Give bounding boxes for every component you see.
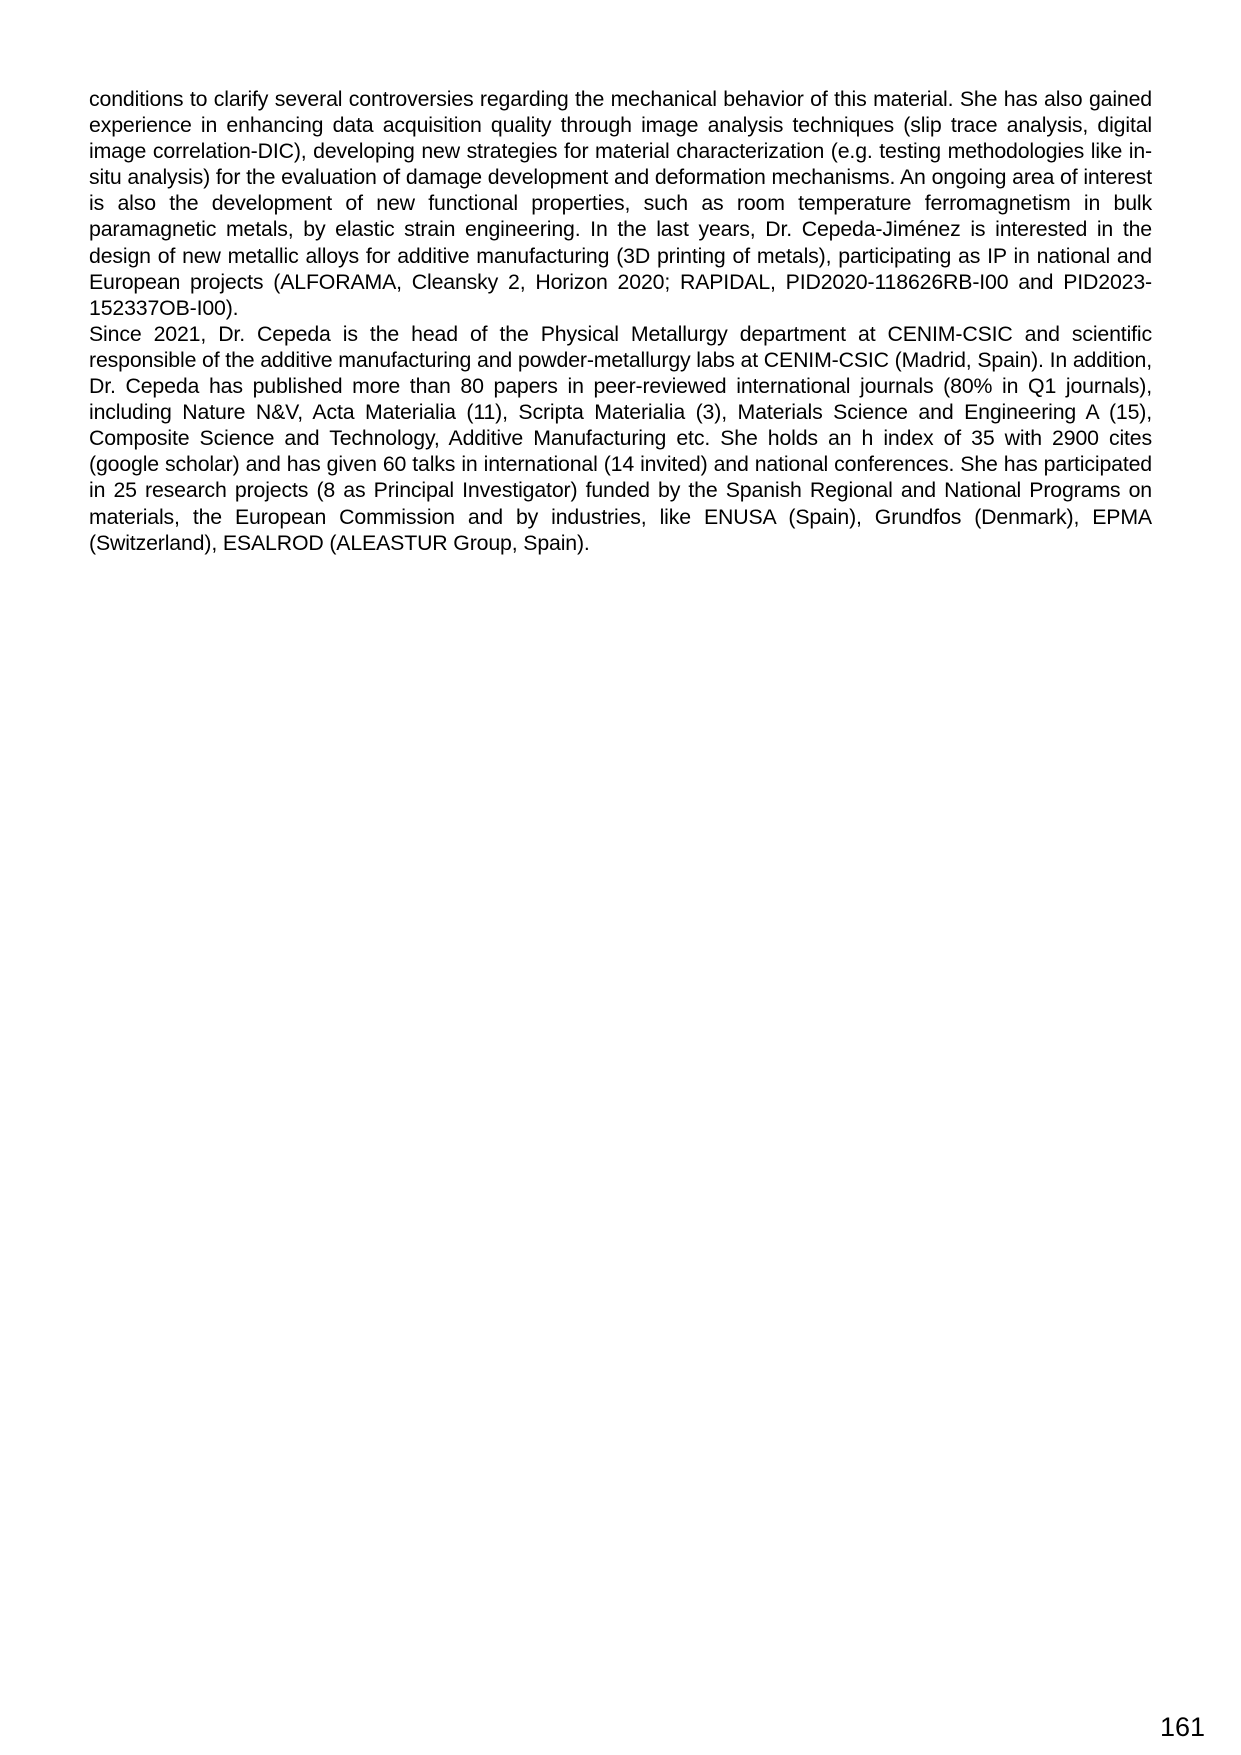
paragraph-research-interests: conditions to clarify several controversies regarding the mechanical behavior of this material. She has also gained experience in enhancing data acquisition quality through image analysis techniques (slip trace analysis, digital image correlation-DIC), developing new strategies for material characterization (e.g. testing methodologies like in-situ analysis) for the evaluation of damage development and deformation mechanisms. An ongoing area of interest is also the development of new functional properties, such as room temperature ferromagnetism in bulk paramagnetic metals, by elastic strain engineering. In the last years, Dr. Cepeda-Jiménez is interested in the design of new metallic alloys for additive manufacturing (3D printing of metals), participating as IP in national and European projects (ALFORAMA, Cleansky 2, Horizon 2020; RAPIDAL, PID2020-118626RB-I00 and PID2023-152337OB-I00). [89,87,1152,320]
paragraph-career-publications: Since 2021, Dr. Cepeda is the head of the Physical Metallurgy department at CENIM-CSIC and scientific responsible of the additive manufacturing and powder-metallurgy labs at CENIM-CSIC (Madrid, Spain). In addition, Dr. Cepeda has published more than 80 papers in peer-reviewed international journals (80% in Q1 journals), including Nature N&V, Acta Materialia (11), Scripta Materialia (3), Materials Science and Engineering A (15), Composite Science and Technology, Additive Manufacturing etc. She holds an h index of 35 with 2900 cites (google scholar) and has given 60 talks in international (14 invited) and national conferences. She has participated in 25 research projects (8 as Principal Investigator) funded by the Spanish Regional and National Programs on materials, the European Commission and by industries, like ENUSA (Spain), Grundfos (Denmark), EPMA (Switzerland), ESALROD (ALEASTUR Group, Spain). [89,321,1152,555]
page-body-text [89,86,1152,556]
page-number: 161 [1160,1712,1206,1742]
